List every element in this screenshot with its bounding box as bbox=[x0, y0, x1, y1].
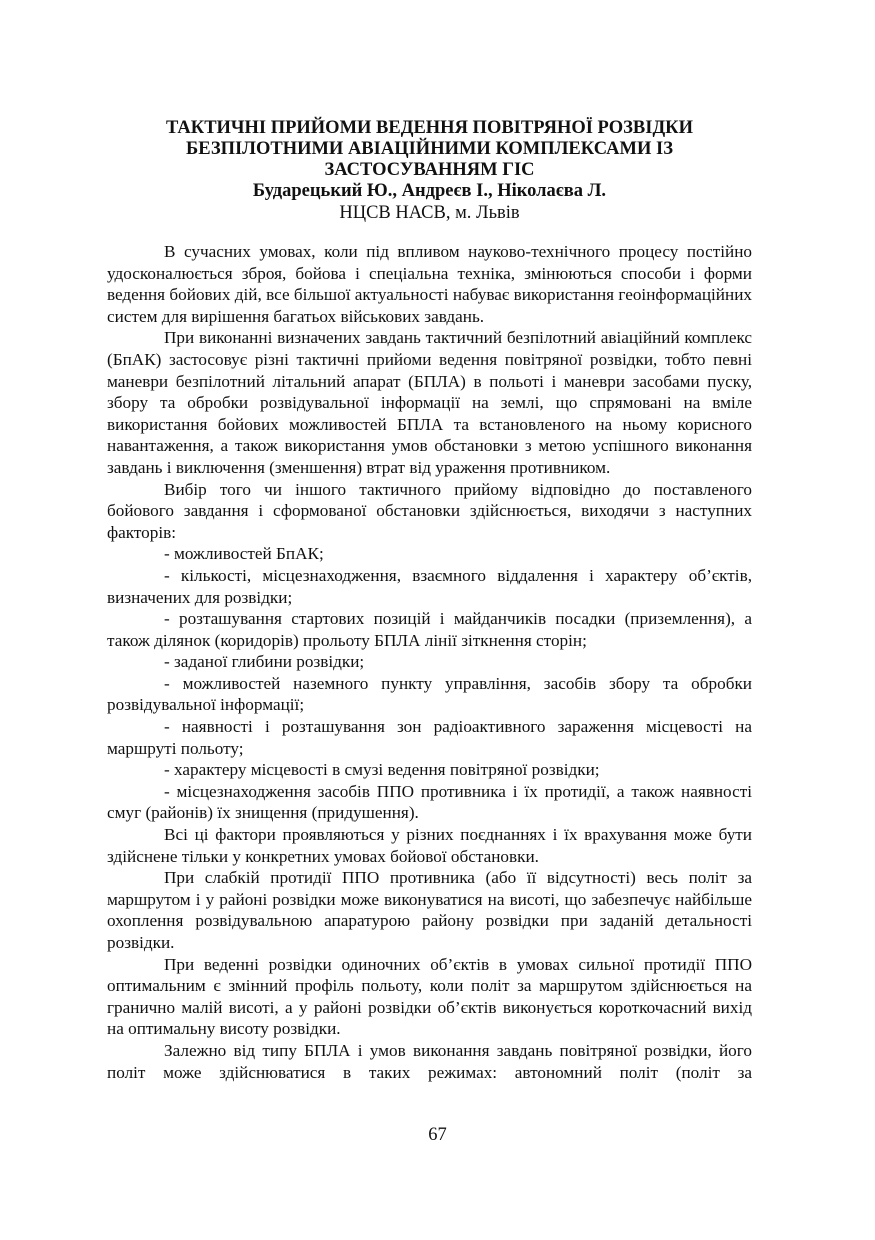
list-item-8: - місцезнаходження засобів ППО противника і їх протидії, а також наявності смуг (районів) їх знищення (придушення). bbox=[107, 781, 752, 823]
paragraph-2: При виконанні визначених завдань тактичний безпілотний авіаційний комплекс (БпАК) застосовує різні тактичні прийоми ведення повітряної розвідки, тобто певні маневри безпілотний літальний апарат (БПЛА) в польоті і маневри засобами пуску, збору та обробки розвідувальної інформації на землі, що спрямовані на вміле використання бойових можливостей БПЛА та встановленого на ньому корисного навантаження, а також використання умов обстановки з метою успішного виконання завдань і виключення (зменшення) втрат від ураження противником. bbox=[107, 328, 752, 477]
list-item-7: - характеру місцевості в смузі ведення повітряної розвідки; bbox=[164, 760, 600, 780]
paragraph-4: Всі ці фактори проявляються у різних поєднаннях і їх врахування може бути здійснене тільки у конкретних умовах бойової обстановки. bbox=[107, 825, 752, 866]
paragraph-5: При слабкій протидії ППО противника (або її відсутності) весь політ за маршрутом і у районі розвідки може виконуватися на висоті, що забезпечує найбільше охоплення розвідувальною апаратурою району розвідки при заданій детальності розвідки. bbox=[107, 868, 752, 952]
paper-title bbox=[107, 118, 752, 181]
list-item-2: - кількості, місцезнаходження, взаємного віддалення і характеру об’єктів, визначених для розвідки; bbox=[107, 565, 752, 607]
list-item-6: - наявності і розташування зон радіоактивного зараження місцевості на маршруті польоту; bbox=[107, 717, 752, 758]
body-text bbox=[107, 241, 752, 1083]
affiliation: НЦСВ НАСВ, м. Львів bbox=[339, 203, 520, 223]
paragraph-3: Вибір того чи іншого тактичного прийому відповідно до поставленого бойового завдання і сформованої обстановки здійснюється, виходячи з наступних факторів: bbox=[107, 479, 752, 542]
authors: Бударецький Ю., Андреєв І., Ніколаєва Л. bbox=[252, 181, 607, 201]
paragraph-1: В сучасних умовах, коли під впливом науково-технічного процесу постійно удосконалюється зброя, бойова і спеціальна техніка, змінюються способи і форми ведення бойових дій, все більшої актуальності набуває використання геоінформаційних систем для вирішення багатьох військових завдань. bbox=[107, 242, 752, 326]
list-item-4: - заданої глибини розвідки; bbox=[164, 652, 365, 672]
list-item-1: - можливостей БпАК; bbox=[164, 544, 324, 564]
title-line-3: ЗАСТОСУВАННЯМ ГІС bbox=[324, 160, 535, 180]
page-number: 67 bbox=[428, 1125, 447, 1145]
title-line-1: ТАКТИЧНІ ПРИЙОМИ ВЕДЕННЯ ПОВІТРЯНОЇ РОЗВІДКИ bbox=[166, 118, 693, 138]
page-content bbox=[107, 118, 752, 1083]
list-item-3: - розташування стартових позицій і майданчиків посадки (приземлення), а також ділянок (коридорів) прольоту БПЛА лінії зіткнення сторін; bbox=[107, 609, 752, 650]
paragraph-6: При веденні розвідки одиночних об’єктів в умовах сильної протидії ППО оптимальним є змінний профіль польоту, коли політ за маршрутом здійснюється на гранично малій висоті, а у районі розвідки об’єктів виконується короткочасний вихід на оптимальну висоту розвідки. bbox=[107, 954, 752, 1039]
title-line-2: БЕЗПІЛОТНИМИ АВІАЦІЙНИМИ КОМПЛЕКСАМИ ІЗ bbox=[186, 139, 673, 159]
paragraph-7: Залежно від типу БПЛА і умов виконання завдань повітряної розвідки, його політ може здійснюватися в таких режимах: автономний політ (політ за bbox=[107, 1040, 752, 1082]
list-item-5: - можливостей наземного пункту управління, засобів збору та обробки розвідувальної інформації; bbox=[107, 673, 752, 715]
